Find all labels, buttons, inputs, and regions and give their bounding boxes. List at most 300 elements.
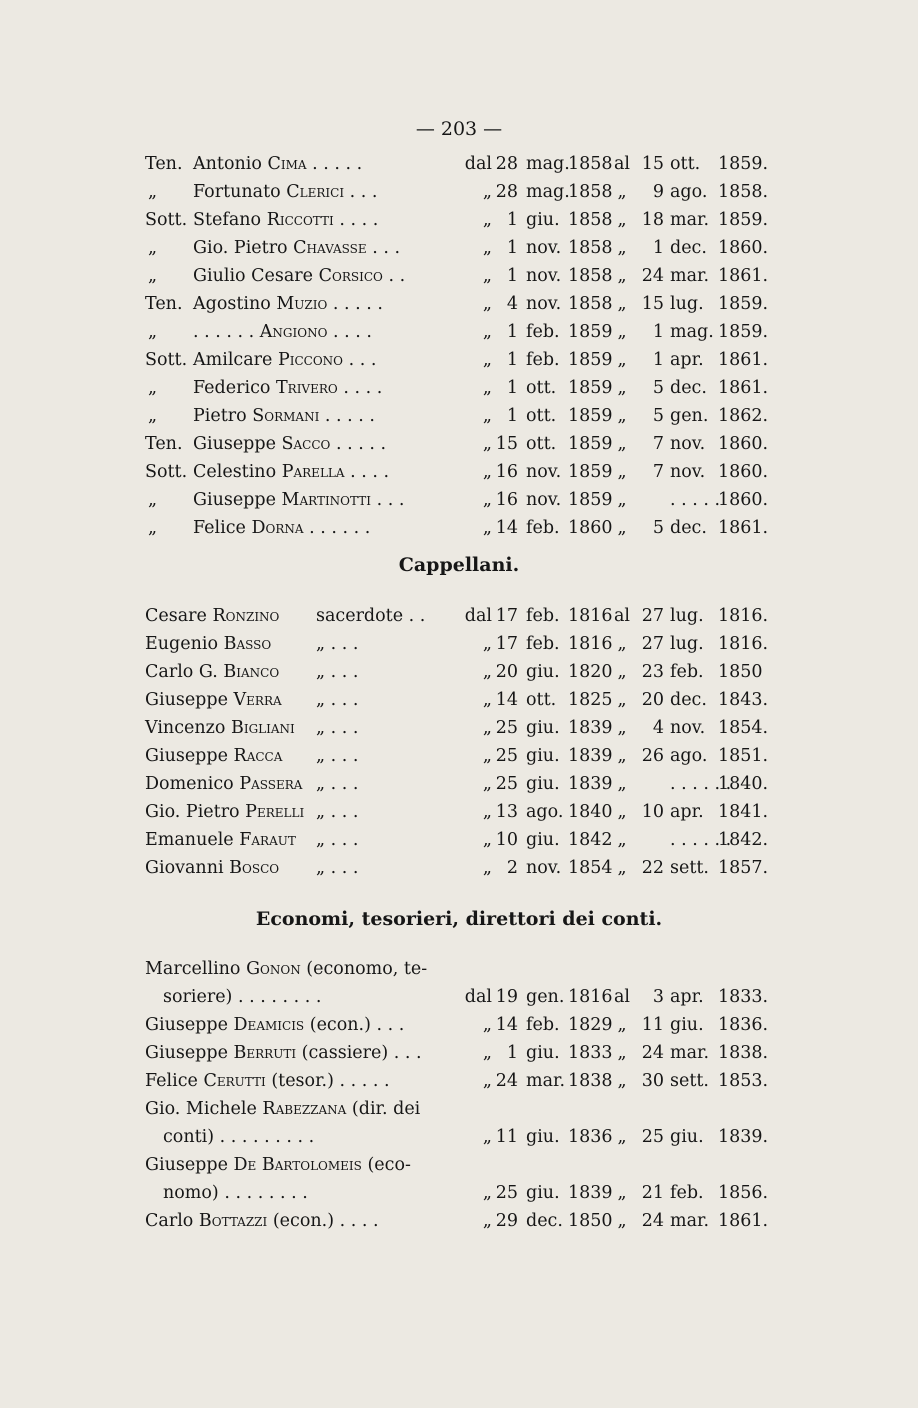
- to-day: 21: [641, 1183, 664, 1203]
- to-yr: 1859.: [718, 210, 769, 230]
- first-name: Cesare: [145, 606, 207, 626]
- to-yr: 1836.: [718, 1015, 769, 1035]
- to-mark: „: [617, 406, 627, 426]
- to-yr: 1862.: [718, 406, 769, 426]
- from-day: 28: [495, 182, 518, 202]
- rank: Ten.: [145, 434, 183, 454]
- leader-dots: . . . . . . . .: [224, 1183, 308, 1203]
- officer-row: [0, 262, 918, 290]
- rank: Ten.: [145, 154, 183, 174]
- first-name: Giuseppe: [193, 490, 276, 510]
- role-text: „: [316, 774, 326, 794]
- leader-dots: . . . . . . . . .: [219, 1127, 315, 1147]
- to-mon: ago.: [670, 746, 708, 766]
- to-mon: dec.: [670, 378, 707, 398]
- to-mark: „: [617, 266, 627, 286]
- economo-name-cont: [163, 1179, 308, 1207]
- officer-row: [0, 318, 918, 346]
- from-mark: „: [482, 774, 492, 794]
- surname: Basso: [223, 634, 272, 654]
- leader-dots: . . .: [393, 1043, 422, 1063]
- to-mon: ago.: [670, 182, 708, 202]
- leader-dots: . . .: [376, 490, 405, 510]
- from-yr: 1816: [568, 987, 613, 1007]
- to-mon: apr.: [670, 350, 704, 370]
- to-mon: mag.: [670, 322, 714, 342]
- first-name: Gio. Michele: [145, 1099, 257, 1119]
- economo-row: [0, 1067, 918, 1095]
- officer-row: [0, 150, 918, 178]
- from-mark: „: [482, 406, 492, 426]
- to-mon: giu.: [670, 1127, 704, 1147]
- economo-row: [0, 1011, 918, 1039]
- to-yr: 1858.: [718, 182, 769, 202]
- to-yr: 1833.: [718, 987, 769, 1007]
- from-mark: „: [482, 182, 492, 202]
- to-day: 7: [652, 434, 664, 454]
- to-day: 15: [641, 154, 664, 174]
- from-day: 16: [495, 490, 518, 510]
- leader-dots: . . . .: [333, 322, 372, 342]
- to-mark: al: [613, 154, 631, 174]
- role: [316, 854, 358, 882]
- office-cont: soriere): [163, 987, 233, 1007]
- rank: „: [148, 518, 158, 538]
- from-day: 17: [495, 634, 518, 654]
- to-yr: 1851.: [718, 746, 769, 766]
- from-mon: giu.: [526, 1127, 560, 1147]
- to-mark: „: [617, 802, 627, 822]
- to-mon: nov.: [670, 718, 706, 738]
- from-day: 24: [495, 1071, 518, 1091]
- to-mon: . . . . . .: [670, 830, 732, 850]
- to-mon: sett.: [670, 1071, 709, 1091]
- from-yr: 1850: [568, 1211, 613, 1231]
- role-text: „: [316, 690, 326, 710]
- from-day: 14: [495, 690, 518, 710]
- officer-row: [0, 178, 918, 206]
- first-name: Fortunato: [193, 182, 281, 202]
- from-mon: feb.: [526, 350, 560, 370]
- to-mark: „: [617, 1015, 627, 1035]
- to-yr: 1861.: [718, 518, 769, 538]
- leader-dots: . .: [408, 606, 426, 626]
- officer-row: [0, 458, 918, 486]
- to-mon: mar.: [670, 266, 710, 286]
- to-day: 9: [652, 182, 664, 202]
- from-day: 29: [495, 1211, 518, 1231]
- surname: Riccotti: [266, 210, 334, 230]
- surname: Chavasse: [293, 238, 367, 258]
- from-mon: nov.: [526, 490, 562, 510]
- first-name: Pietro: [193, 406, 247, 426]
- from-yr: 1858: [568, 238, 613, 258]
- to-yr: 1853.: [718, 1071, 769, 1091]
- role: [316, 686, 358, 714]
- officer-name: [193, 374, 382, 402]
- from-day: 16: [495, 462, 518, 482]
- to-day: 25: [641, 1127, 664, 1147]
- from-mon: gen.: [526, 987, 565, 1007]
- office: (dir. dei: [351, 1099, 421, 1119]
- first-name: Giuseppe: [193, 434, 276, 454]
- surname: Muzio: [276, 294, 328, 314]
- leader-dots: . . . . . .: [309, 518, 371, 538]
- officer-name: [193, 458, 389, 486]
- surname: Martinotti: [281, 490, 371, 510]
- from-mon: giu.: [526, 662, 560, 682]
- to-yr: 1860.: [718, 434, 769, 454]
- role-text: „: [316, 634, 326, 654]
- surname: Passera: [239, 774, 303, 794]
- from-mon: feb.: [526, 606, 560, 626]
- to-mon: mar.: [670, 1043, 710, 1063]
- from-mon: giu.: [526, 774, 560, 794]
- from-yr: 1858: [568, 266, 613, 286]
- to-mark: „: [617, 830, 627, 850]
- from-mark: „: [482, 858, 492, 878]
- leader-dots: . . .: [330, 858, 359, 878]
- office-cont: conti): [163, 1127, 215, 1147]
- to-day: 26: [641, 746, 664, 766]
- first-name: Agostino: [193, 294, 271, 314]
- to-yr: 1842.: [718, 830, 769, 850]
- to-mon: gen.: [670, 406, 709, 426]
- to-mon: . . . . . .: [670, 774, 732, 794]
- from-mark: „: [482, 1183, 492, 1203]
- to-yr: 1859.: [718, 294, 769, 314]
- from-yr: 1839: [568, 774, 613, 794]
- chaplain-name: [145, 630, 271, 658]
- surname: Rabezzana: [262, 1099, 347, 1119]
- from-yr: 1829: [568, 1015, 613, 1035]
- surname: Piccono: [277, 350, 344, 370]
- to-yr: 1860.: [718, 490, 769, 510]
- officer-row: [0, 374, 918, 402]
- surname: Corsico: [318, 266, 383, 286]
- first-name: Felice: [193, 518, 246, 538]
- surname: Deamicis: [233, 1015, 305, 1035]
- economo-name-cont: [163, 1123, 314, 1151]
- from-day: 1: [506, 378, 518, 398]
- role-text: „: [316, 802, 326, 822]
- role-text: „: [316, 662, 326, 682]
- from-mon: giu.: [526, 1183, 560, 1203]
- to-day: 30: [641, 1071, 664, 1091]
- economo-name: [145, 1207, 379, 1235]
- to-yr: 1816.: [718, 606, 769, 626]
- rank: Sott.: [145, 350, 188, 370]
- from-mon: dec.: [526, 1211, 563, 1231]
- to-mark: „: [617, 662, 627, 682]
- from-mark: „: [482, 294, 492, 314]
- economo-name: [145, 1151, 411, 1179]
- rank: „: [148, 266, 158, 286]
- from-mon: feb.: [526, 1015, 560, 1035]
- from-mark: „: [482, 1043, 492, 1063]
- from-day: 14: [495, 518, 518, 538]
- from-mark: „: [482, 434, 492, 454]
- to-mark: „: [617, 350, 627, 370]
- economo-name: [145, 1039, 422, 1067]
- to-mark: „: [617, 434, 627, 454]
- to-yr: 1861.: [718, 378, 769, 398]
- from-mark: „: [482, 746, 492, 766]
- to-mon: feb.: [670, 662, 704, 682]
- chaplain-row: [0, 714, 918, 742]
- from-mark: „: [482, 518, 492, 538]
- from-mark: dal: [464, 154, 492, 174]
- chaplain-name: [145, 826, 296, 854]
- officer-name: [193, 290, 383, 318]
- leader-dots: . . .: [330, 802, 359, 822]
- rank: „: [148, 322, 158, 342]
- from-yr: 1836: [568, 1127, 613, 1147]
- to-mon: nov.: [670, 434, 706, 454]
- economo-row: [0, 1151, 918, 1179]
- from-yr: 1858: [568, 154, 613, 174]
- to-mon: dec.: [670, 238, 707, 258]
- chaplain-name: [145, 686, 282, 714]
- surname: Sacco: [281, 434, 331, 454]
- surname: Trivero: [275, 378, 338, 398]
- from-mark: „: [482, 266, 492, 286]
- first-name: Carlo: [145, 1211, 194, 1231]
- office-cont: nomo): [163, 1183, 219, 1203]
- officer-name: [193, 318, 372, 346]
- surname: Perelli: [245, 802, 305, 822]
- economo-row: [0, 955, 918, 983]
- officer-name: [193, 178, 377, 206]
- officer-name: [193, 150, 362, 178]
- leader-dots: . . .: [330, 830, 359, 850]
- from-day: 1: [506, 350, 518, 370]
- from-yr: 1842: [568, 830, 613, 850]
- first-name: Amilcare: [193, 350, 273, 370]
- surname: Ronzino: [212, 606, 280, 626]
- to-mon: feb.: [670, 1183, 704, 1203]
- to-yr: 1861.: [718, 1211, 769, 1231]
- office: (economo, te-: [306, 959, 428, 979]
- from-day: 13: [495, 802, 518, 822]
- from-day: 25: [495, 746, 518, 766]
- to-yr: 1859.: [718, 322, 769, 342]
- to-mark: „: [617, 690, 627, 710]
- leader-dots: . . . .: [339, 210, 379, 230]
- leader-dots: . . .: [376, 1015, 405, 1035]
- leader-dots: . . .: [330, 634, 359, 654]
- surname: Berruti: [233, 1043, 297, 1063]
- rank: „: [148, 182, 158, 202]
- from-day: 10: [495, 830, 518, 850]
- to-day: 1: [652, 350, 664, 370]
- first-name: Domenico: [145, 774, 234, 794]
- to-mon: nov.: [670, 462, 706, 482]
- leader-dots: . . .: [348, 350, 377, 370]
- to-day: 11: [641, 1015, 664, 1035]
- economo-name-cont: [163, 983, 321, 1011]
- from-yr: 1825: [568, 690, 613, 710]
- to-yr: 1860.: [718, 462, 769, 482]
- office: (cassiere): [301, 1043, 389, 1063]
- surname: Bosco: [229, 858, 280, 878]
- from-yr: 1859: [568, 490, 613, 510]
- to-mon: sett.: [670, 858, 709, 878]
- officer-name: [193, 346, 376, 374]
- leader-dots: . .: [388, 266, 406, 286]
- from-day: 20: [495, 662, 518, 682]
- chaplain-row: [0, 826, 918, 854]
- from-yr: 1858: [568, 210, 613, 230]
- rank: Sott.: [145, 210, 188, 230]
- to-day: 10: [641, 802, 664, 822]
- chaplains-list: [0, 602, 918, 882]
- officer-name: [193, 430, 386, 458]
- from-day: 25: [495, 774, 518, 794]
- to-yr: 1859.: [718, 154, 769, 174]
- office: (econ.): [309, 1015, 371, 1035]
- to-mon: mar.: [670, 210, 710, 230]
- role: [316, 770, 358, 798]
- from-mark: „: [482, 490, 492, 510]
- from-yr: 1859: [568, 406, 613, 426]
- office: (tesor.): [271, 1071, 334, 1091]
- from-day: 17: [495, 606, 518, 626]
- leader-dots: . . .: [349, 182, 378, 202]
- officer-row: [0, 430, 918, 458]
- from-mon: giu.: [526, 718, 560, 738]
- role: [316, 742, 358, 770]
- from-mon: ott.: [526, 406, 557, 426]
- from-day: 1: [506, 406, 518, 426]
- surname: Clerici: [286, 182, 345, 202]
- from-mon: giu.: [526, 210, 560, 230]
- first-name: Giuseppe: [145, 1155, 228, 1175]
- role-text: „: [316, 718, 326, 738]
- from-yr: 1839: [568, 1183, 613, 1203]
- chaplain-name: [145, 742, 282, 770]
- to-mon: ott.: [670, 154, 701, 174]
- to-mark: „: [617, 294, 627, 314]
- from-mark: „: [482, 1071, 492, 1091]
- from-mark: „: [482, 238, 492, 258]
- officer-row: [0, 486, 918, 514]
- leader-dots: . . . . .: [335, 434, 387, 454]
- leader-dots: . . .: [330, 718, 359, 738]
- surname: Racca: [233, 746, 283, 766]
- officer-row: [0, 346, 918, 374]
- to-day: 4: [652, 718, 664, 738]
- leader-dots: . . .: [372, 238, 401, 258]
- leader-dots: . . . .: [343, 378, 383, 398]
- to-mark: al: [613, 606, 631, 626]
- rank: „: [148, 378, 158, 398]
- to-day: 23: [641, 662, 664, 682]
- from-yr: 1860: [568, 518, 613, 538]
- from-mon: giu.: [526, 1043, 560, 1063]
- chaplain-name: [145, 798, 304, 826]
- to-yr: 1839.: [718, 1127, 769, 1147]
- from-mon: giu.: [526, 746, 560, 766]
- from-mon: feb.: [526, 634, 560, 654]
- first-name: Stefano: [193, 210, 262, 230]
- from-day: 1: [506, 1043, 518, 1063]
- first-name: Marcellino: [145, 959, 241, 979]
- surname: Parella: [281, 462, 345, 482]
- to-mark: al: [613, 987, 631, 1007]
- to-mark: „: [617, 774, 627, 794]
- from-mon: nov.: [526, 294, 562, 314]
- economi-heading: Economi, tesorieri, direttori dei conti.: [255, 908, 663, 930]
- surname: De Bartolomeis: [233, 1155, 362, 1175]
- economo-name: [145, 955, 427, 983]
- officer-row: [0, 206, 918, 234]
- first-name: Giuseppe: [145, 1015, 228, 1035]
- to-mark: „: [617, 238, 627, 258]
- from-yr: 1839: [568, 746, 613, 766]
- to-mon: apr.: [670, 802, 704, 822]
- from-mon: nov.: [526, 238, 562, 258]
- surname: Cima: [267, 154, 307, 174]
- role: [316, 630, 358, 658]
- to-yr: 1838.: [718, 1043, 769, 1063]
- first-name: Giulio Cesare: [193, 266, 314, 286]
- from-yr: 1854: [568, 858, 613, 878]
- role: [316, 714, 358, 742]
- officer-row: [0, 402, 918, 430]
- to-yr: 1856.: [718, 1183, 769, 1203]
- leader-dots: . . . . .: [312, 154, 363, 174]
- first-name: Gio. Pietro: [145, 802, 240, 822]
- leader-dots: . . .: [330, 662, 359, 682]
- to-yr: 1816.: [718, 634, 769, 654]
- leader-dots: . . . . .: [339, 1071, 390, 1091]
- surname: Gonon: [246, 959, 301, 979]
- from-mon: feb.: [526, 322, 560, 342]
- to-mon: lug.: [670, 634, 704, 654]
- from-day: 2: [506, 858, 518, 878]
- to-day: 7: [652, 462, 664, 482]
- to-day: 18: [641, 210, 664, 230]
- office: (eco-: [367, 1155, 411, 1175]
- to-yr: 1861.: [718, 350, 769, 370]
- officer-row: [0, 290, 918, 318]
- to-day: 5: [652, 518, 664, 538]
- to-mark: „: [617, 718, 627, 738]
- to-day: 5: [652, 406, 664, 426]
- role: [316, 826, 358, 854]
- from-mark: dal: [464, 987, 492, 1007]
- first-name: Celestino: [193, 462, 277, 482]
- first-name: . . . . . .: [193, 322, 255, 342]
- from-yr: 1859: [568, 462, 613, 482]
- to-day: 5: [652, 378, 664, 398]
- role-text: sacerdote: [316, 606, 404, 626]
- officers-list: [0, 150, 918, 542]
- chaplain-row: [0, 602, 918, 630]
- first-name: Giuseppe: [145, 746, 228, 766]
- economo-row: [0, 1207, 918, 1235]
- from-mark: „: [482, 210, 492, 230]
- chaplain-name: [145, 602, 279, 630]
- first-name: Giuseppe: [145, 690, 228, 710]
- to-mark: „: [617, 858, 627, 878]
- to-day: 15: [641, 294, 664, 314]
- page-number: — 203 —: [415, 118, 503, 140]
- from-yr: 1816: [568, 606, 613, 626]
- from-mon: feb.: [526, 518, 560, 538]
- from-mark: „: [482, 830, 492, 850]
